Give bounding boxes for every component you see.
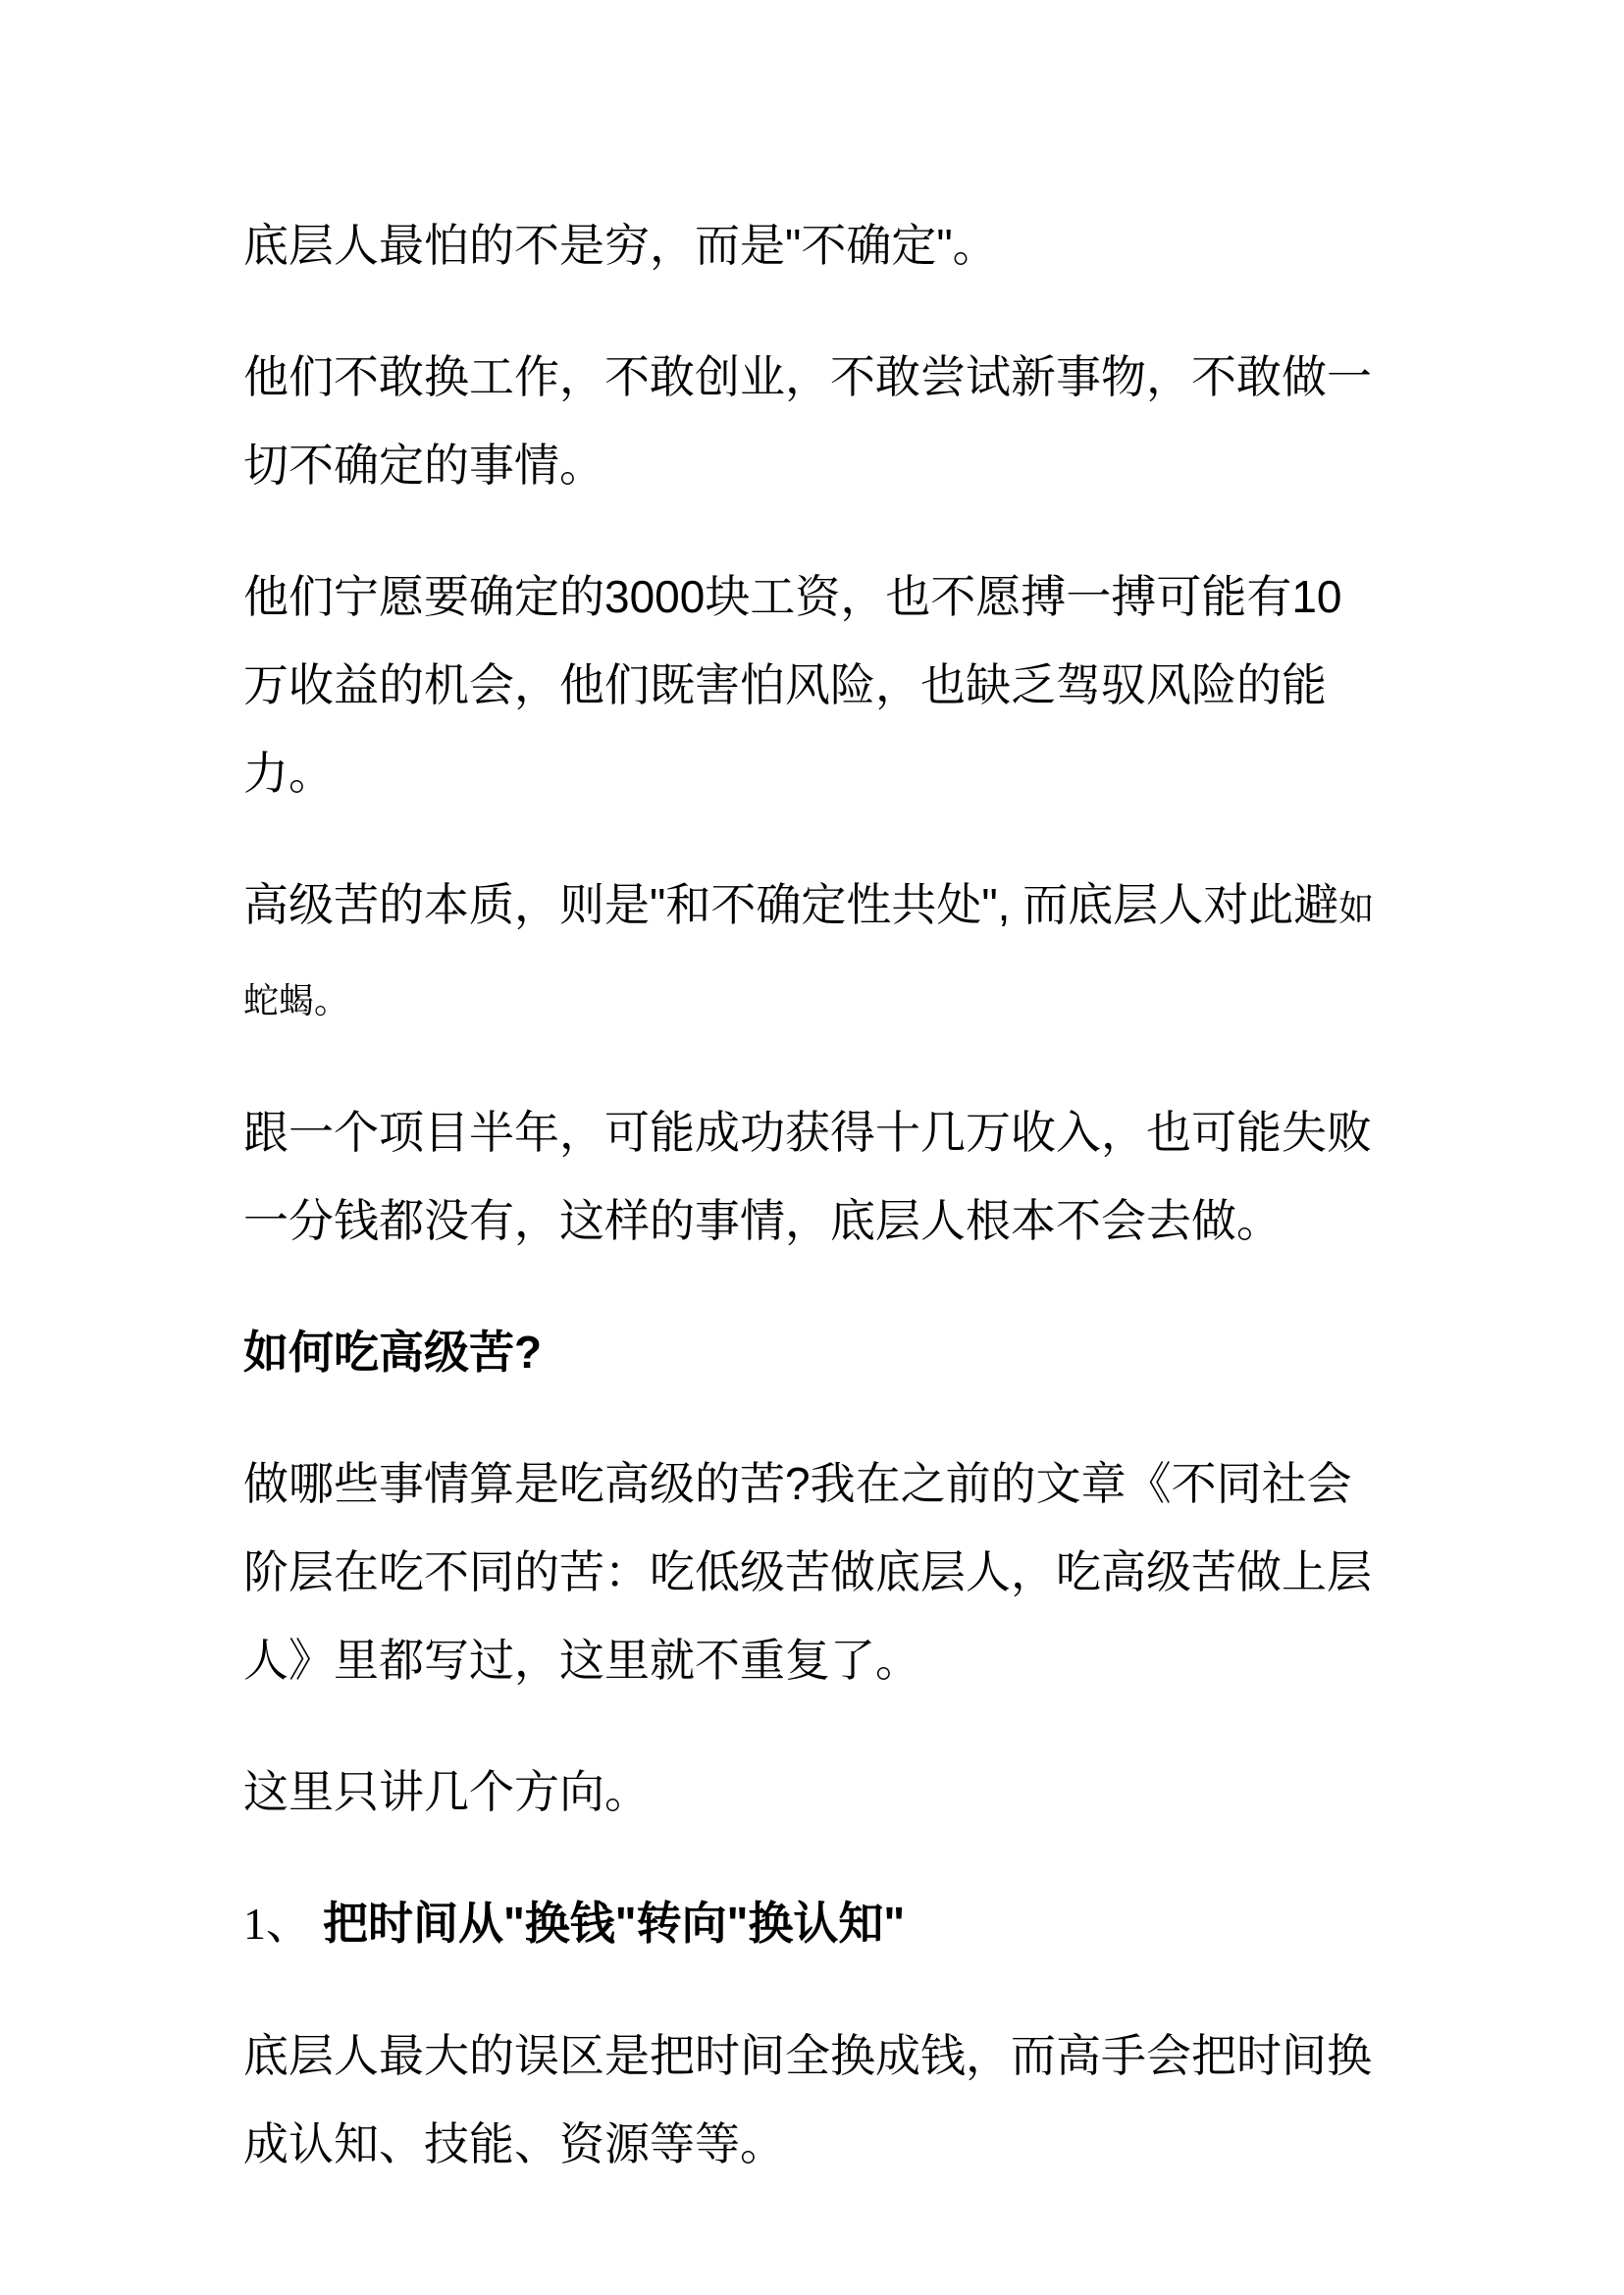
numbered-heading-time-to-cognition bbox=[243, 1879, 1382, 1968]
paragraph-3000-salary: 他们宁愿要确定的3000块工资，也不愿搏一搏可能有10万收益的机会，他们既害怕风险，也缺乏驾驭风险的能力。 bbox=[243, 571, 1342, 799]
section-heading-how-to-eat-bitterness: 如何吃高级苦? bbox=[243, 1327, 543, 1378]
numbered-heading-prefix: 1、 bbox=[243, 1899, 311, 1949]
paragraph-few-directions: 这里只讲几个方向。 bbox=[243, 1766, 650, 1817]
paragraph-biggest-mistake: 底层人最大的误区是把时间全换成钱，而高手会把时间换成认知、技能、资源等等。 bbox=[243, 2030, 1372, 2169]
numbered-heading-text: 把时间从"换钱"转向"换认知" bbox=[323, 1898, 906, 1949]
paragraph-coexist-uncertainty bbox=[243, 861, 1382, 1045]
paragraph-previous-article: 做哪些事情算是吃高级的苦?我在之前的文章《不同社会阶层在吃不同的苦：吃低级苦做底层人，吃高级苦做上层人》里都写过，这里就不重复了。 bbox=[243, 1458, 1372, 1686]
paragraph-dare-not: 他们不敢换工作，不敢创业，不敢尝试新事物，不敢做一切不确定的事情。 bbox=[243, 351, 1372, 491]
paragraph-coexist-uncertainty-main: 高级苦的本质，则是"和不确定性共处", 而底层人对此避 bbox=[243, 879, 1339, 930]
paragraph-project-half-year: 跟一个项目半年，可能成功获得十几万收入，也可能失败一分钱都没有，这样的事情，底层人根本不会去做。 bbox=[243, 1107, 1372, 1246]
paragraph-coexist-uncertainty-small: 如蛇蝎。 bbox=[243, 888, 1375, 1020]
paragraph-fear-of-uncertainty: 底层人最怕的不是穷，而是"不确定"。 bbox=[243, 220, 998, 271]
